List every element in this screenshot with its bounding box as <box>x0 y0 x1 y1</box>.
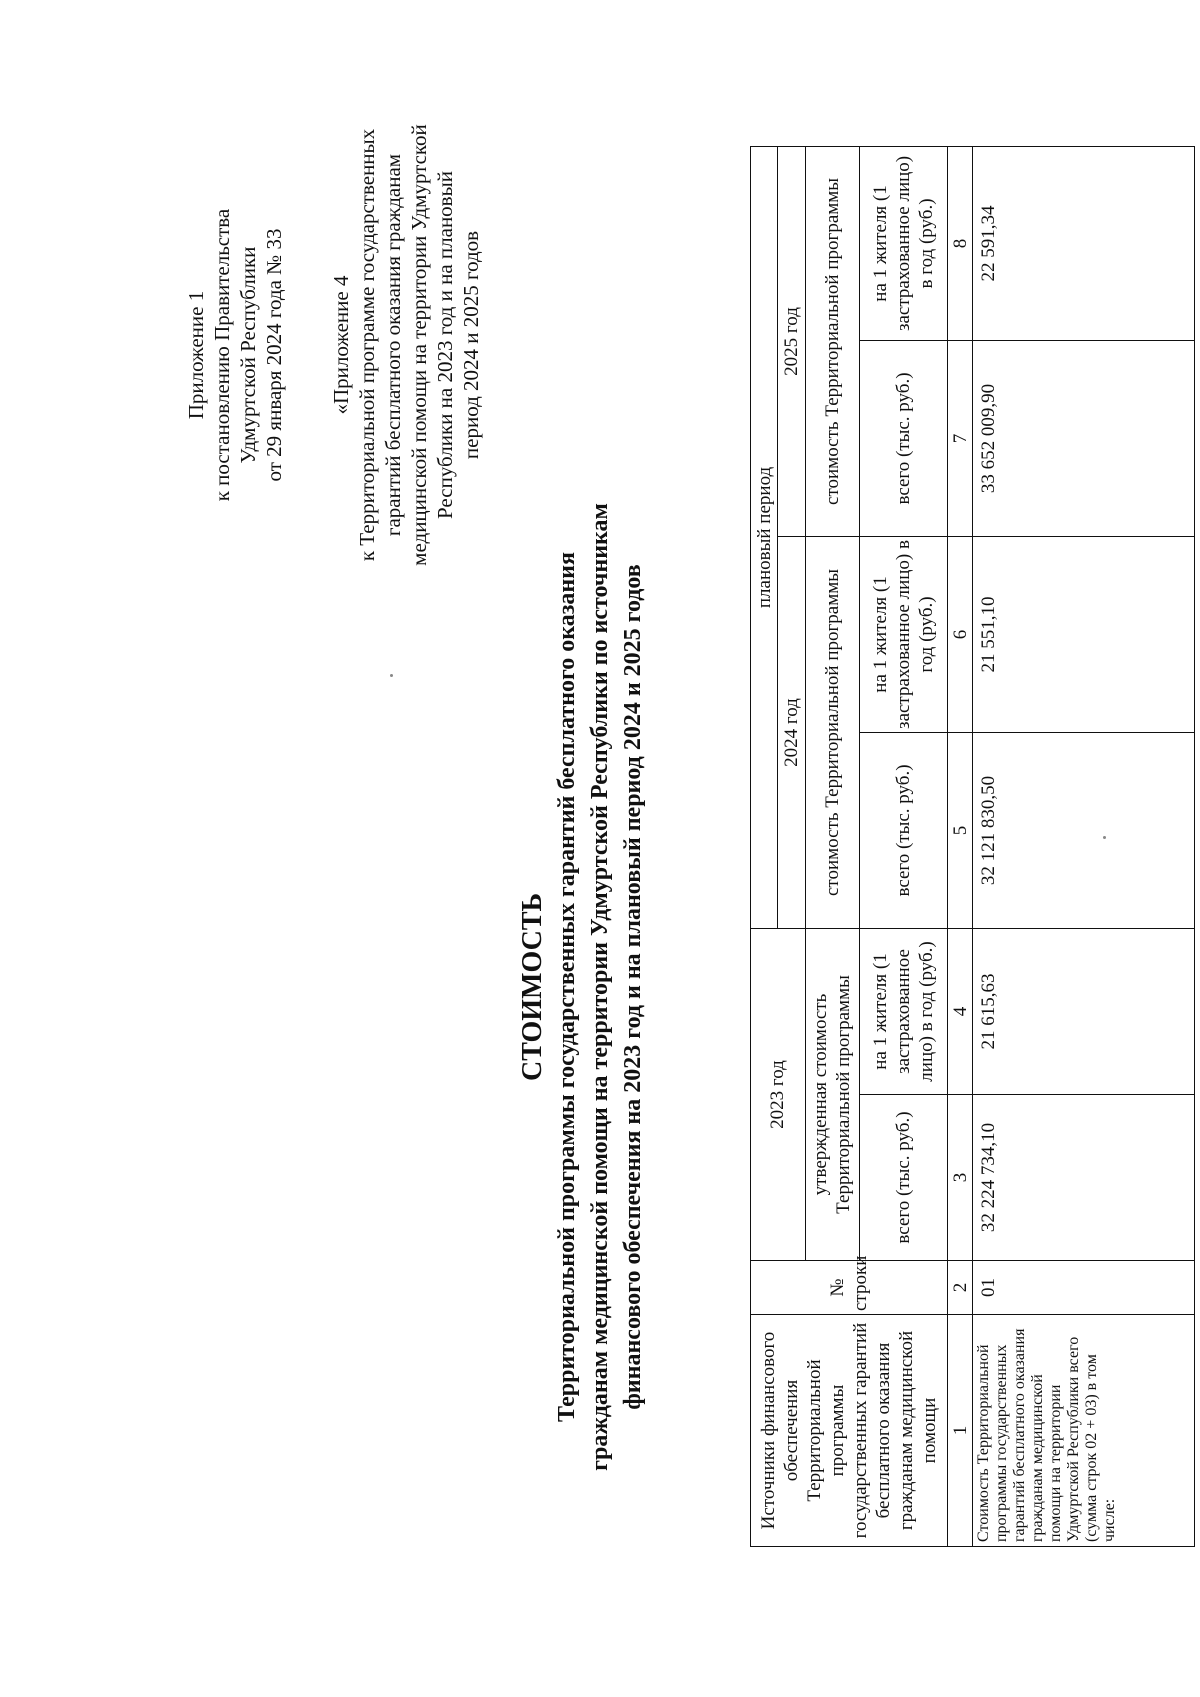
header-year-2024: 2024 год <box>778 536 805 928</box>
appendix-1-line: к постановлению Правительства <box>210 208 234 502</box>
cell-total-2025: 33 652 009,90 <box>973 340 1195 536</box>
appendix-4-line: период 2024 и 2025 годов <box>459 230 483 460</box>
appendix-4-block <box>328 55 484 635</box>
column-number: 7 <box>948 340 973 536</box>
header-approved-cost: утвержденная стоимость Территориальной программы <box>805 928 859 1260</box>
header-cost-2024: стоимость Территориальной программы <box>805 536 859 928</box>
header-year-2025: 2025 год <box>778 146 805 536</box>
header-total-2025: всего (тыс. руб.) <box>859 340 948 536</box>
column-number: 6 <box>948 536 973 732</box>
appendix-1-line: Удмуртской Республики <box>236 246 260 464</box>
appendix-4-line: Республики на 2023 год и на плановый <box>433 171 457 519</box>
table-row <box>973 146 1195 1546</box>
header-per-capita-2023: на 1 жителя (1 застрахованное лицо) в год (руб.) <box>859 928 948 1094</box>
row-label: Стоимость Территориальной программы государственных гарантий бесплатного оказания гражданам медицинской помощи на территории Удмуртской Республики всего (сумма строк 02 + 03) в том числе: <box>973 1315 1195 1547</box>
column-number: 3 <box>948 1095 973 1261</box>
header-source: Источники финансового обеспечения Территориальной программы государственных гарантий бесплатного оказания гражданам медицинской помощи <box>751 1315 948 1547</box>
column-number: 1 <box>948 1315 973 1547</box>
cost-table <box>750 146 1195 1547</box>
header-total-2024: всего (тыс. руб.) <box>859 732 948 928</box>
row-number: 01 <box>973 1261 1195 1315</box>
appendix-4-line: «Приложение 4 <box>329 275 353 415</box>
header-planned-period: плановый период <box>751 146 778 928</box>
column-number: 8 <box>948 146 973 340</box>
title-line: финансового обеспечения на 2023 год и на плановый период 2024 и 2025 годов <box>620 564 646 1410</box>
header-per-capita-2024: на 1 жителя (1 застрахованное лицо) в год (руб.) <box>859 536 948 732</box>
title-line: гражданам медицинской помощи на территории Удмуртской Республики по источникам <box>587 503 613 1471</box>
title-line: Территориальной программы государственных гарантий бесплатного оказания <box>554 552 580 1422</box>
cell-per-capita-2025: 22 591,34 <box>973 146 1195 340</box>
document-title <box>515 447 650 1527</box>
header-cost-2025: стоимость Территориальной программы <box>805 146 859 536</box>
header-per-capita-2025: на 1 жителя (1 застрахованное лицо) в год (руб.) <box>859 146 948 340</box>
column-number: 2 <box>948 1261 973 1315</box>
appendix-1-line: от 29 января 2024 года № 33 <box>262 228 286 482</box>
appendix-4-line: к Территориальной программе государственных <box>355 128 379 562</box>
cell-total-2023: 32 224 734,10 <box>973 1095 1195 1261</box>
header-row-number: № строки <box>751 1261 948 1315</box>
scan-artifact <box>390 674 393 677</box>
appendix-4-line: медицинской помощи на территории Удмуртской <box>407 124 431 566</box>
appendix-1-line: Приложение 1 <box>184 290 208 420</box>
appendix-4-line: гарантий бесплатного оказания гражданам <box>381 153 405 537</box>
cell-per-capita-2024: 21 551,10 <box>973 536 1195 732</box>
column-number: 4 <box>948 928 973 1094</box>
scan-artifact <box>1103 836 1106 839</box>
header-year-2023: 2023 год <box>751 928 806 1260</box>
appendix-1-block <box>183 135 287 575</box>
title-main: СТОИМОСТЬ <box>517 892 548 1082</box>
cell-per-capita-2023: 21 615,63 <box>973 928 1195 1094</box>
cell-total-2024: 32 121 830,50 <box>973 732 1195 928</box>
header-total-2023: всего (тыс. руб.) <box>859 1095 948 1261</box>
column-number: 5 <box>948 732 973 928</box>
